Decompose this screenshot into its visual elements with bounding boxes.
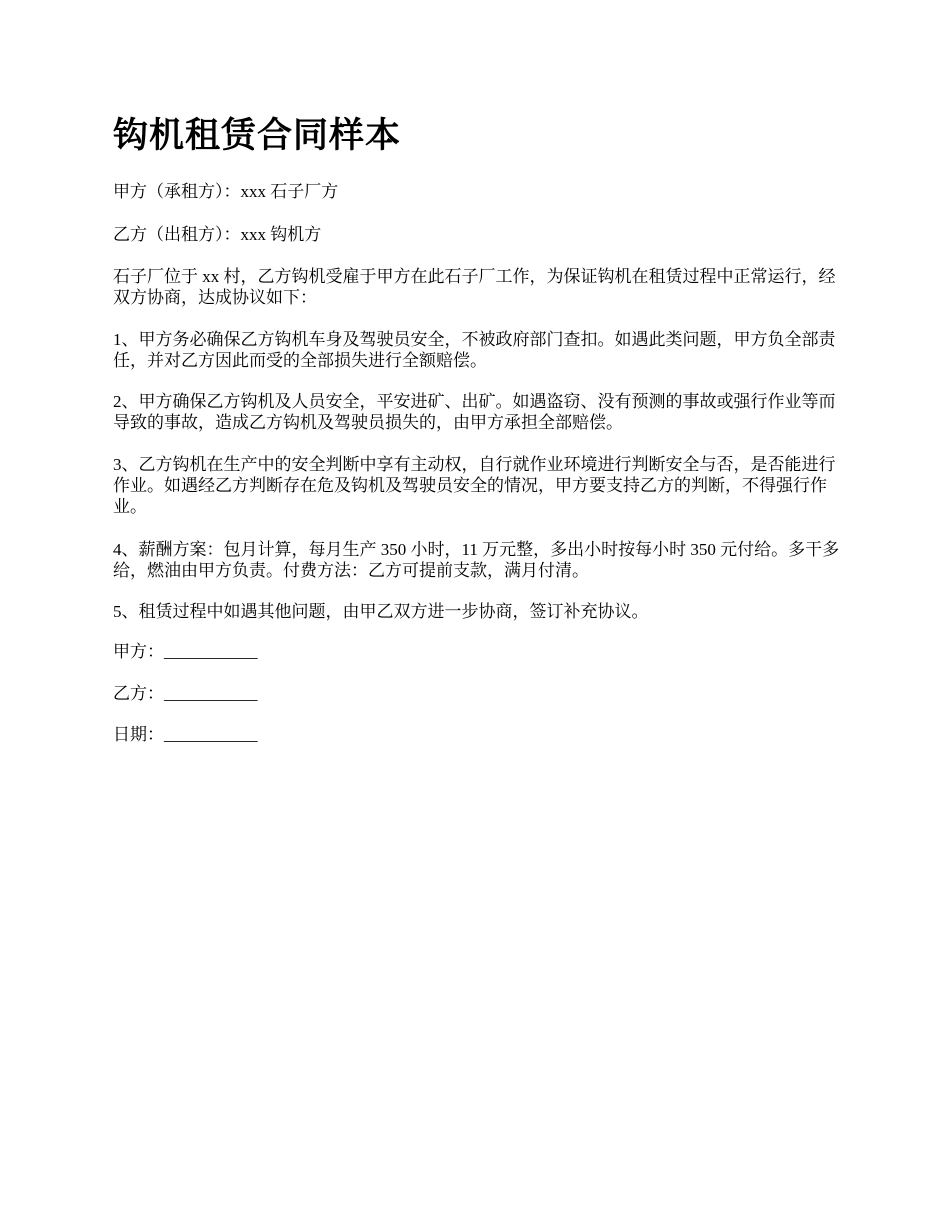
- clause-3: 3、乙方钩机在生产中的安全判断中享有主动权，自行就作业环境进行判断安全与否，是否能进行作业。如遇经乙方判断存在危及钩机及驾驶员安全的情况，甲方要支持乙方的判断，不得强行作业。: [113, 455, 836, 516]
- party-b-line: 乙方（出租方）：xxx 钩机方: [113, 225, 322, 244]
- clause-5: 5、租赁过程中如遇其他问题，由甲乙双方进一步协商，签订补充协议。: [113, 602, 649, 621]
- signature-date-label: 日期：: [113, 725, 164, 744]
- signature-party-a-label: 甲方：: [113, 642, 164, 661]
- signature-party-b-label: 乙方：: [113, 684, 164, 703]
- signature-party-b: [113, 683, 843, 704]
- intro-paragraph: 石子厂位于 xx 村，乙方钩机受雇于甲方在此石子厂工作，为保证钩机在租赁过程中正常运行，经双方协商，达成协议如下：: [113, 267, 836, 307]
- clause-4: 4、薪酬方案：包月计算，每月生产 350 小时，11 万元整，多出小时按每小时 350 元付给。多干多给，燃油由甲方负责。付费方法：乙方可提前支款，满月付清。: [113, 540, 840, 580]
- signature-party-a: [113, 641, 843, 662]
- clause-1: 1、甲方务必确保乙方钩机车身及驾驶员安全，不被政府部门查扣。如遇此类问题，甲方负全部责任，并对乙方因此而受的全部损失进行全额赔偿。: [113, 330, 836, 370]
- signature-date: [113, 724, 843, 745]
- clause-2: 2、甲方确保乙方钩机及人员安全，平安进矿、出矿。如遇盗窃、没有预测的事故或强行作业等而导致的事故，造成乙方钩机及驾驶员损失的，由甲方承担全部赔偿。: [113, 392, 836, 432]
- signature-party-a-blank: ___________: [164, 642, 258, 661]
- signature-party-b-blank: ___________: [164, 684, 258, 703]
- signature-date-blank: ___________: [164, 725, 258, 744]
- document-title: 钩机租赁合同样本: [113, 116, 402, 156]
- party-a-line: 甲方（承租方）：xxx 石子厂方: [113, 182, 339, 201]
